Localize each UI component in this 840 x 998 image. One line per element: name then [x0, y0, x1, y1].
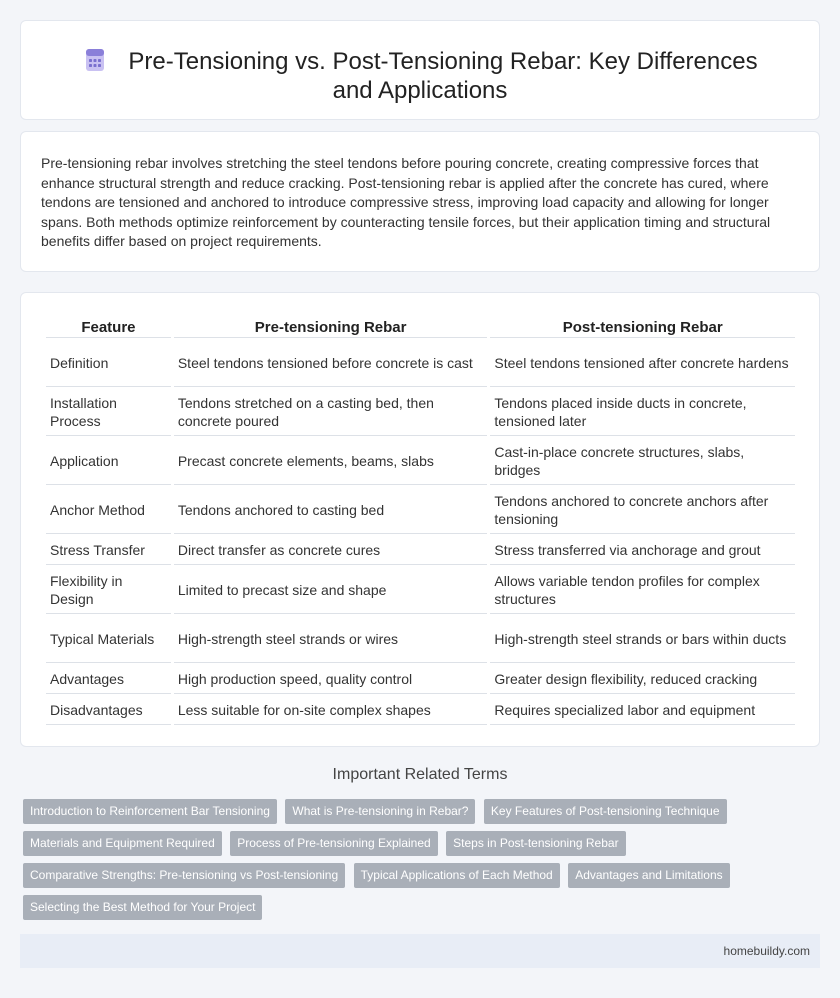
table-row: [46, 438, 795, 485]
table-row: [46, 487, 795, 534]
related-term-tag[interactable]: Materials and Equipment Required: [23, 831, 222, 856]
pre-tensioning-cell: High production speed, quality control: [174, 665, 488, 694]
intro-card: [20, 131, 820, 272]
table-header-row: [46, 317, 795, 338]
pre-tensioning-cell: Steel tendons tensioned before concrete is cast: [174, 340, 488, 387]
related-term-tag[interactable]: Comparative Strengths: Pre-tensioning vs Post-tensioning: [23, 863, 345, 888]
related-term-tag[interactable]: What is Pre-tensioning in Rebar?: [285, 799, 475, 824]
post-tensioning-cell: Tendons placed inside ducts in concrete, tensioned later: [490, 389, 795, 436]
comparison-table-card: [20, 292, 820, 747]
feature-cell: Anchor Method: [46, 487, 171, 534]
page-title-text: Pre-Tensioning vs. Post-Tensioning Rebar: Key Differences and Applications: [128, 48, 758, 104]
feature-cell: Advantages: [46, 665, 171, 694]
related-term-tag[interactable]: Selecting the Best Method for Your Project: [23, 895, 262, 920]
footer: [20, 934, 820, 968]
table-row: [46, 567, 795, 614]
table-row: [46, 665, 795, 694]
post-tensioning-cell: Tendons anchored to concrete anchors after tensioning: [490, 487, 795, 534]
feature-cell: Disadvantages: [46, 696, 171, 725]
header-card: [20, 20, 820, 120]
related-term-tag[interactable]: Typical Applications of Each Method: [354, 863, 560, 888]
table-row: [46, 389, 795, 436]
related-term-tag[interactable]: Introduction to Reinforcement Bar Tensioning: [23, 799, 277, 824]
table-row: [46, 536, 795, 565]
pre-tensioning-cell: Precast concrete elements, beams, slabs: [174, 438, 488, 485]
post-tensioning-cell: Steel tendons tensioned after concrete hardens: [490, 340, 795, 387]
page-title: [61, 47, 779, 105]
post-tensioning-cell: Cast-in-place concrete structures, slabs, bridges: [490, 438, 795, 485]
pre-tensioning-cell: Less suitable for on-site complex shapes: [174, 696, 488, 725]
pre-tensioning-cell: High-strength steel strands or wires: [174, 616, 488, 663]
comparison-table: [43, 315, 798, 727]
table-row: [46, 696, 795, 725]
related-term-tag[interactable]: Steps in Post-tensioning Rebar: [446, 831, 625, 856]
feature-cell: Stress Transfer: [46, 536, 171, 565]
intro-paragraph: Pre-tensioning rebar involves stretching the steel tendons before pouring concrete, creating compressive forces that enhance structural strength and reduce cracking. Post-tensioning rebar is applied after the concrete has cured, where tendons are tensioned and anchored to introduce compressive stress, improving load capacity and allowing for longer spans. Both methods optimize reinforcement by counteracting tensile forces, but their application timing and structural benefits differ based on project requirements.: [41, 155, 771, 249]
related-terms-list: [23, 799, 823, 927]
table-row: [46, 616, 795, 663]
feature-cell: Typical Materials: [46, 616, 171, 663]
related-terms-title: Important Related Terms: [332, 766, 508, 783]
footer-site-link[interactable]: homebuildy.com: [723, 944, 810, 958]
feature-cell: Flexibility in Design: [46, 567, 171, 614]
feature-cell: Application: [46, 438, 171, 485]
header-pre-tensioning: Pre-tensioning Rebar: [174, 317, 488, 338]
table-row: [46, 340, 795, 387]
post-tensioning-cell: High-strength steel strands or bars within ducts: [490, 616, 795, 663]
related-term-tag[interactable]: Process of Pre-tensioning Explained: [230, 831, 437, 856]
pre-tensioning-cell: Tendons stretched on a casting bed, then concrete poured: [174, 389, 488, 436]
related-term-tag[interactable]: Advantages and Limitations: [568, 863, 729, 888]
post-tensioning-cell: Requires specialized labor and equipment: [490, 696, 795, 725]
post-tensioning-cell: Allows variable tendon profiles for complex structures: [490, 567, 795, 614]
post-tensioning-cell: Stress transferred via anchorage and grout: [490, 536, 795, 565]
header-feature: Feature: [46, 317, 171, 338]
pre-tensioning-cell: Direct transfer as concrete cures: [174, 536, 488, 565]
header-post-tensioning: Post-tensioning Rebar: [490, 317, 795, 338]
pre-tensioning-cell: Limited to precast size and shape: [174, 567, 488, 614]
feature-cell: Installation Process: [46, 389, 171, 436]
feature-cell: Definition: [46, 340, 171, 387]
pre-tensioning-cell: Tendons anchored to casting bed: [174, 487, 488, 534]
calculator-icon: [82, 47, 108, 73]
post-tensioning-cell: Greater design flexibility, reduced cracking: [490, 665, 795, 694]
related-term-tag[interactable]: Key Features of Post-tensioning Technique: [484, 799, 727, 824]
